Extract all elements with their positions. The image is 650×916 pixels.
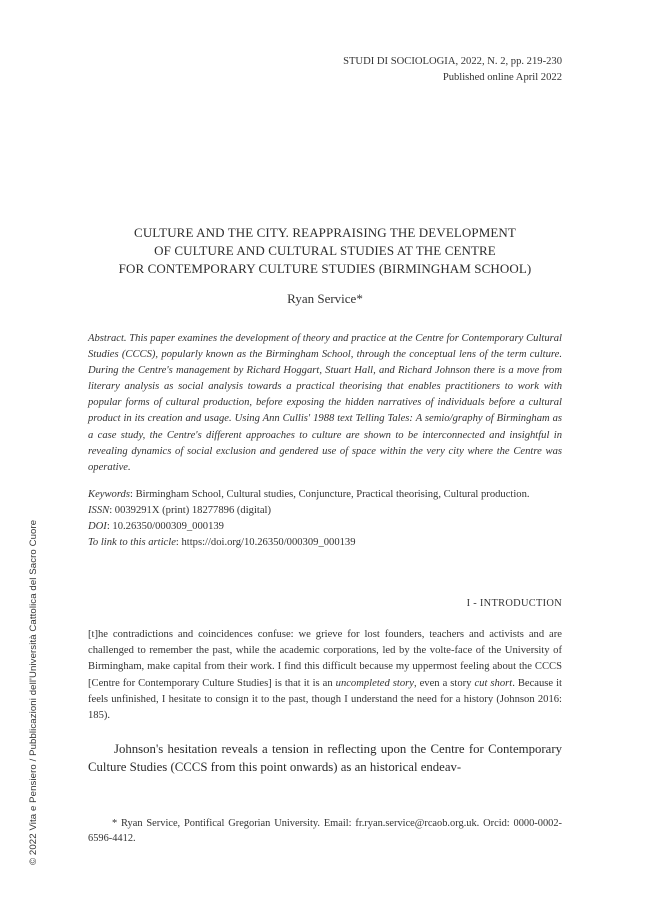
journal-header: [343, 54, 562, 86]
publication-date: Published online April 2022: [442, 72, 562, 83]
section-heading: I - INTRODUCTION: [466, 598, 562, 609]
quote-text-2: , even a story: [413, 677, 475, 689]
copyright-text: © 2022 Vita e Pensiero / Pubblicazioni dell'Università Cattolica del Sacro Cuore: [28, 519, 39, 865]
keywords: [88, 487, 562, 503]
title-line-3: FOR CONTEMPORARY CULTURE STUDIES (BIRMINGHAM SCHOOL): [118, 261, 532, 276]
keywords-label: Keywords: [88, 489, 130, 500]
link-label: To link to this article: [88, 537, 176, 548]
quote-emphasis-2: cut short: [474, 677, 513, 689]
link-value[interactable]: : https://doi.org/10.26350/000309_000139: [175, 537, 356, 548]
footnote: * Ryan Service, Pontifical Gregorian University. Email: fr.ryan.service@rcaob.org.uk. Orcid: 0000-0002-6596-4412.: [88, 818, 562, 844]
issn-value: : 0039291X (print) 18277896 (digital): [109, 505, 272, 516]
author-name: Ryan Service*: [287, 291, 363, 306]
issn-label: ISSN: [88, 505, 110, 516]
quote-text-1: [t]he contradictions and coincidences confuse: we grieve for lost founders, teachers and activists and are challenged to remember the past, while the academic corporations, led by the volte-face of the University of Birmingham, make capital from their work. I find this difficult because my uppermost feeling about the CCCS [Centre for Contemporary Culture Studies] is that it is an: [88, 629, 562, 689]
article-metadata: [88, 487, 562, 551]
article-link: [88, 535, 562, 551]
doi: [88, 519, 562, 535]
title-line-2: OF CULTURE AND CULTURAL STUDIES AT THE CENTRE: [154, 243, 496, 258]
abstract: Abstract. This paper examines the development of theory and practice at the Centre for Contemporary Cultural Studies (CCCS), popularly known as the Birmingham School, through the conceptual lens of the term culture. During the Centre's management by Richard Hoggart, Stuart Hall, and Richard Johnson there is a move from literary analysis as social analysis towards a practical theorising that enables practitioners to work with popular forms of cultural production, before exposing the hidden narratives of individuals before a cultural product in its creation and usage. Using Ann Cullis' 1988 text Telling Tales: A semio/graphy of Birmingham as a case study, the Centre's different approaches to culture are shown to be interconnected and insightful in revealing dynamics of social exclusion and gendered use of space within the very city where the Centre was operative.: [88, 333, 562, 473]
journal-citation: STUDI DI SOCIOLOGIA, 2022, N. 2, pp. 219-230: [343, 56, 562, 67]
doi-label: DOI: [88, 521, 107, 532]
keywords-value: : Birmingham School, Cultural studies, Conjuncture, Practical theorising, Cultural production.: [129, 489, 530, 500]
body-paragraph: Johnson's hesitation reveals a tension in reflecting upon the Centre for Contemporary Culture Studies (CCCS from this point onwards) as an historical endeav-: [88, 742, 562, 774]
quote-text-3: . Because it feels unfinished, I hesitate to consign it to the past, though I understand the need for a history (Johnson 2016: 185).: [88, 677, 562, 722]
issn: [88, 503, 562, 519]
block-quote: [88, 627, 562, 724]
doi-value: : 10.26350/000309_000139: [106, 521, 224, 532]
article-title: [80, 224, 570, 278]
title-line-1: CULTURE AND THE CITY. REAPPRAISING THE DEVELOPMENT: [134, 225, 516, 240]
copyright-sidebar: [28, 487, 48, 867]
quote-emphasis-1: uncompleted story: [335, 677, 414, 689]
